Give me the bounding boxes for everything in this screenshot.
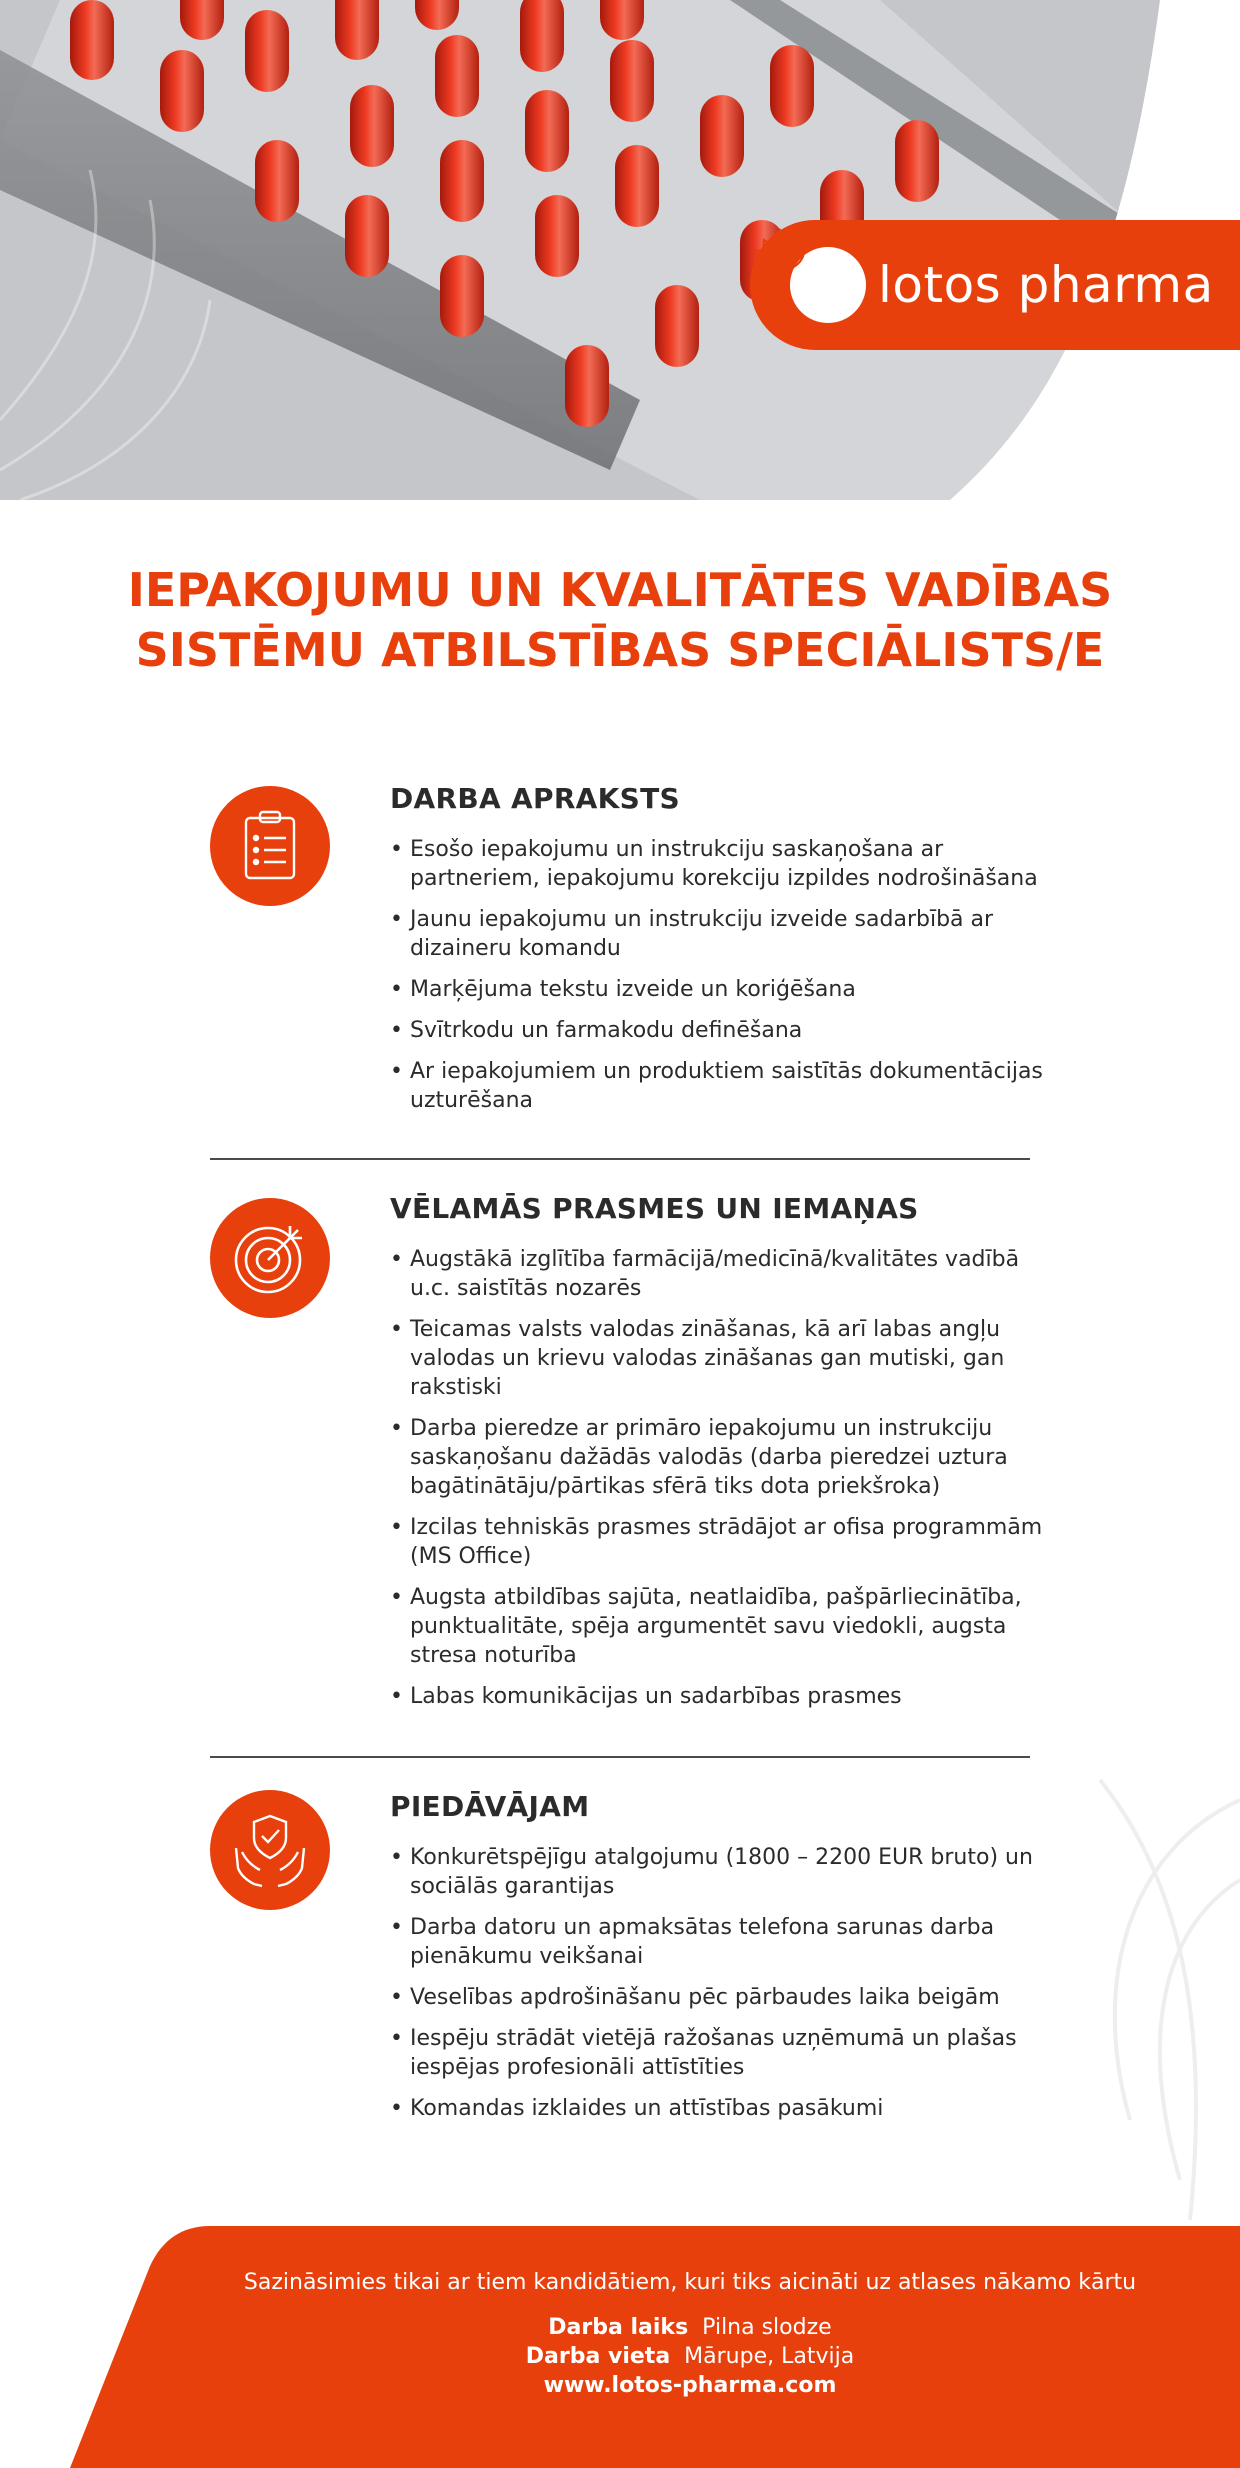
- work-hours-line: [140, 2313, 1240, 2342]
- list-item: • Veselības apdrošināšanu pēc pārbaudes laika beigām: [390, 1983, 1050, 2012]
- bullet-list: [390, 835, 1050, 1115]
- work-place-line: [140, 2342, 1240, 2371]
- footer-note: Sazināsimies tikai ar tiem kandidātiem, kuri tiks aicināti uz atlases nākamo kārtu: [243, 2270, 1137, 2295]
- list-item: • Svītrkodu un farmakodu definēšana: [390, 1016, 1050, 1045]
- title-line-1: IEPAKOJUMU UN KVALITĀTES VADĪBAS: [127, 563, 1113, 617]
- section-divider: [210, 1756, 1030, 1758]
- section-body: [390, 1790, 1050, 2135]
- website-line[interactable]: [140, 2371, 1240, 2400]
- lotus-logo-icon: [790, 247, 866, 323]
- section-heading: DARBA APRAKSTS: [390, 782, 680, 815]
- bullet-list: [390, 1245, 1050, 1711]
- page-title: [60, 560, 1180, 680]
- work-hours-value: Pilna slodze: [702, 2315, 832, 2340]
- list-item: • Darba datoru un apmaksātas telefona sarunas darba pienākumu veikšanai: [390, 1913, 1050, 1971]
- list-item: • Konkurētspējīgu atalgojumu (1800 – 2200 EUR bruto) un sociālās garantijas: [390, 1843, 1050, 1901]
- footer-content: [0, 2270, 1240, 2400]
- list-item: • Augstākā izglītība farmācijā/medicīnā/kvalitātes vadībā u.c. saistītās nozarēs: [390, 1245, 1050, 1303]
- list-item: • Esošo iepakojumu un instrukciju saskaņošana ar partneriem, iepakojumu korekciju izpildes nodrošināšana: [390, 835, 1050, 893]
- list-item: • Augsta atbildības sajūta, neatlaidība, pašpārliecinātība, punktualitāte, spēja argumentēt savu viedokli, augsta stresa noturība: [390, 1583, 1050, 1670]
- list-item: • Iespēju strādāt vietējā ražošanas uzņēmumā un plašas iespējas profesionāli attīstīties: [390, 2024, 1050, 2082]
- section-heading: PIEDĀVĀJAM: [390, 1790, 590, 1823]
- list-item: • Izcilas tehniskās prasmes strādājot ar ofisa programmām (MS Office): [390, 1513, 1050, 1571]
- section-body: [390, 1192, 1050, 1723]
- list-item: • Marķējuma tekstu izveide un koriģēšana: [390, 975, 1050, 1004]
- work-place-value: Mārupe, Latvija: [684, 2344, 855, 2369]
- clipboard-list-icon: [210, 786, 330, 906]
- list-item: • Teicamas valsts valodas zināšanas, kā arī labas angļu valodas un krievu valodas zināšanas gan mutiski, gan rakstiski: [390, 1315, 1050, 1402]
- work-hours-label: Darba laiks: [548, 2315, 689, 2340]
- brand-logo-bar: [750, 220, 1240, 350]
- hands-shield-icon: [210, 1790, 330, 1910]
- target-icon: [210, 1198, 330, 1318]
- bullet-list: [390, 1843, 1050, 2123]
- brand-name: lotos pharma: [878, 256, 1214, 314]
- section-divider: [210, 1158, 1030, 1160]
- website-link[interactable]: www.lotos-pharma.com: [543, 2373, 837, 2398]
- list-item: • Ar iepakojumiem un produktiem saistītās dokumentācijas uzturēšana: [390, 1057, 1050, 1115]
- list-item: • Labas komunikācijas un sadarbības prasmes: [390, 1682, 1050, 1711]
- list-item: • Darba pieredze ar primāro iepakojumu un instrukciju saskaņošanu dažādās valodās (darba pieredzei uztura bagātinātāju/pārtikas sfērā tiks dota priekšroka): [390, 1414, 1050, 1501]
- section-body: [390, 782, 1050, 1127]
- work-place-label: Darba vieta: [525, 2344, 671, 2369]
- list-item: • Jaunu iepakojumu un instrukciju izveide sadarbībā ar dizaineru komandu: [390, 905, 1050, 963]
- footer-banner: [0, 2226, 1240, 2468]
- list-item: • Komandas izklaides un attīstības pasākumi: [390, 2094, 1050, 2123]
- hero-image: [0, 0, 1240, 500]
- section-heading: VĒLAMĀS PRASMES UN IEMAŅAS: [390, 1192, 919, 1225]
- footer-details: [140, 2313, 1240, 2400]
- title-line-2: SISTĒMU ATBILSTĪBAS SPECIĀLISTS/E: [135, 623, 1105, 677]
